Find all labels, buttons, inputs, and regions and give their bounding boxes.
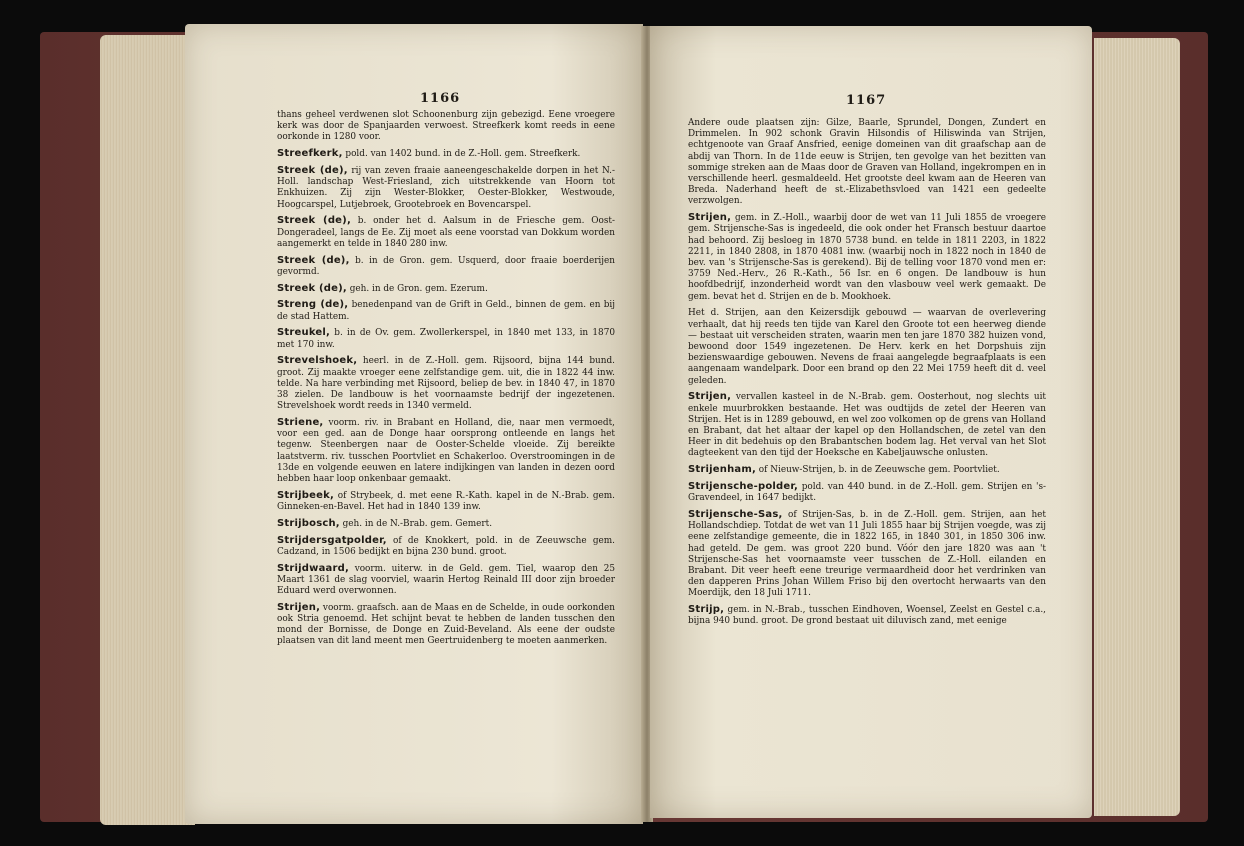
entry-text: of Nieuw-Strijen, b. in de Zeeuwsche gem. Poortvliet. [755, 465, 1000, 476]
headword: Strijensche-Sas, [688, 509, 783, 521]
entry-text: Het d. Strijen, aan den Keizersdijk gebouwd — waarvan de overlevering verhaalt, dat hij reeds ten tijde van Karel den Groote tot een heerweg diende — bestaat uit verscheiden straten, waarin men ten jare 1870 382 huizen vond, bewoond door 1549 ingezetenen. De Herv. kerk en het Dorpshuis zijn bezienswaardige gebouwen. Nevens de fraai aangelegde begraafplaats is een aangenaam wandelpark. Door een brand op den 22 Mei 1759 heeft dit d. veel geleden. [688, 308, 1046, 386]
right-page [650, 26, 1092, 818]
headword: Strijp, [688, 604, 725, 616]
paragraph [277, 355, 615, 412]
headword: Strijbosch, [277, 517, 340, 529]
paragraph [277, 215, 615, 250]
paragraph [688, 117, 1046, 208]
entry-text: benedenpand van de Grift in Geld., binnen de gem. en bij de stad Hattem. [277, 300, 615, 322]
paragraph [688, 464, 1046, 476]
paragraph [277, 283, 615, 295]
entry-text: voorm. riv. in Brabant en Holland, die, naar men vermoedt, voor een ged. aan de Donge haar oorsprong ontleende en langs het tegenw. Steenbergen naar de Ooster-Schelde vloeide. Zij bereikte laatstverm. riv. tusschen Poortvliet en Schakerloo. Overstroomingen in de 13de en volgende eeuwen en latere indijkingen van landen in dezen oord hebben haar loop onkenbaar gemaakt. [277, 418, 615, 485]
paragraph [688, 212, 1046, 303]
headword: Strijbeek, [277, 489, 334, 501]
paragraph [688, 481, 1046, 504]
paragraph [277, 255, 615, 278]
page-number: 1166 [420, 91, 461, 106]
entry-text: voorm. uiterw. in de Geld. gem. Tiel, waarop den 25 Maart 1361 de slag voorviel, waarin Hertog Reinald III door zijn broeder Eduard werd overwonnen. [277, 563, 615, 597]
paragraph [277, 299, 615, 322]
page-edges-right [1094, 38, 1180, 816]
entry-text: heerl. in de Z.-Holl. gem. Rijsoord, bijna 144 bund. groot. Zij maakte vroeger eene zelfstandige gem. uit, die in 1822 44 inw. telde. Na hare verbinding met Rijsoord, beliep de bev. in 1840 47, in 1870 38 zielen. De landbouw is het voornaamste bedrijf der ingezetenen. Strevelshoek wordt reeds in 1340 vermeld. [277, 356, 615, 412]
entry-text: gem. in N.-Brab., tusschen Eindhoven, Woensel, Zeelst en Gestel c.a., bijna 940 bund. groot. De grond bestaat uit diluvisch zand, met eenige [688, 605, 1046, 627]
entry-text: voorm. graafsch. aan de Maas en de Schelde, in oude oorkonden ook Stria genoemd. Het schijnt bevat te hebben de landen tusschen den mond der Bornisse, de Donge en Zuid-Beveland. Als eene der oudste plaatsen van dit land meent men Geertruidenberg te moeten aanmerken. [277, 602, 615, 647]
paragraph [277, 518, 615, 530]
headword: Strijen, [688, 391, 732, 403]
headword: Streek (de), [277, 254, 350, 266]
headword: Strijenham, [688, 464, 756, 476]
entry-text: gem. in Z.-Holl., waarbij door de wet van 11 Juli 1855 de vroegere gem. Strijensche-Sas is ingedeeld, die ook onder het Fransch bestuur daartoe had behoord. Zij besloeg in 1870 5738 bund. en telde in 1811 2203, in 1822 2211, in 1840 2808, in 1870 4081 inw. (waarbij noch in 1822 noch in 1840 de bev. van 's Strijensche-Sas is gerekend). Bij de telling voor 1870 vond men er: 3759 Ned.-Herv., 26 R.-Kath., 56 Isr. en 6 ongen. De landbouw is hun hoofdbedrijf, inzonderheid wordt van den vlasbouw veel werk gemaakt. De gem. bevat het d. Strijen en de b. Mookhoek. [688, 213, 1046, 302]
paragraph [688, 509, 1046, 600]
paragraph [688, 604, 1046, 627]
entry-text: pold. van 440 bund. in de Z.-Holl. gem. Strijen en 's-Gravendeel, in 1647 bedijkt. [688, 482, 1046, 504]
paragraph [277, 165, 615, 211]
headword: Streefkerk, [277, 148, 343, 160]
headword: Streek (de), [277, 282, 347, 294]
text-column [277, 109, 615, 652]
paragraph [277, 602, 615, 648]
headword: Streek (de), [277, 165, 348, 176]
headword: Strijen, [277, 601, 321, 613]
entry-text: b. in de Ov. gem. Zwollerkerspel, in 1840 met 133, in 1870 met 170 inw. [277, 328, 615, 350]
entry-text: geh. in de Gron. gem. Ezerum. [346, 283, 488, 294]
entry-text: vervallen kasteel in de N.-Brab. gem. Oosterhout, nog slechts uit enkele muurbrokken bestaande. Het was oudtijds de zetel der Heeren van Strijen. Het is in 1289 gebouwd, en wel zoo volkomen op de grens van Holland en Brabant, dat het altaar der kapel op den Hollandschen, de zetel van den Heer in dit bedehuis op den Brabantschen bodem lag. Het verval van het Slot dagteekent van den tijd der Hoeksche en Kabeljauwsche onlusten. [688, 392, 1046, 459]
headword: Striene, [277, 417, 324, 429]
entry-text: rij van zeven fraaie aaneengeschakelde dorpen in het N.-Holl. landschap West-Friesland, zich uitstrekkende van Hoorn tot Enkhuizen. Zij zijn Wester-Blokker, Oester-Blokker, Westwoude, Hoogcarspel, Lutjebroek, Grootebroek en Bovencarspel. [277, 166, 616, 210]
entry-text: geh. in de N.-Brab. gem. Gemert. [339, 518, 493, 529]
paragraph [277, 109, 615, 144]
paragraph [688, 307, 1046, 386]
text-column [688, 117, 1046, 632]
entry-text: b. in de Gron. gem. Usquerd, door fraaie boerderijen gevormd. [277, 255, 615, 277]
paragraph [277, 535, 615, 558]
entry-text: b. onder het d. Aalsum in de Friesche gem. Oost-Dongeradeel, langs de Ee. Zij moet als eene voorstad van Dokkum worden aangemerkt en telde in 1840 280 inw. [277, 216, 615, 249]
headword: Strevelshoek, [277, 355, 358, 367]
entry-text: pold. van 1402 bund. in de Z.-Holl. gem. Streefkerk. [342, 149, 581, 160]
headword: Streukel, [277, 327, 331, 339]
entry-text: of de Knokkert, pold. in de Zeeuwsche gem. Cadzand, in 1506 bedijkt en bijna 230 bund. groot. [277, 535, 615, 557]
headword: Strijdersgatpolder, [277, 534, 387, 546]
paragraph [277, 148, 615, 160]
headword: Strijen, [688, 212, 732, 224]
headword: Strijdwaard, [277, 562, 349, 574]
entry-text: Andere oude plaatsen zijn: Gilze, Baarle, Sprundel, Dongen, Zundert en Drimmelen. In 902 schonk Gravin Hilsondis of Hiliswinda van Strijen, echtgenoote van Graaf Ansfried, eenige domeinen van dit graafschap aan de abdij van Thorn. In de 11de eeuw is Strijen, ten gevolge van het bezitten van sommige streken aan de Maas door de Graven van Holland, ingekrompen en in verschillende heerl. gesmaldeeld. Het grootste deel kwam aan de Heeren van Breda. Naderhand heeft de st.-Elizabethsvloed van 1421 een gedeelte verzwolgen. [688, 118, 1046, 207]
headword: Streek (de), [277, 215, 351, 227]
page-edges-left [100, 35, 195, 825]
headword: Strijensche-polder, [688, 481, 799, 493]
entry-text: of Strybeek, d. met eene R.-Kath. kapel in de N.-Brab. gem. Ginneken-en-Bavel. Het had in 1840 139 inw. [277, 490, 615, 513]
paragraph [277, 563, 615, 598]
headword: Streng (de), [277, 299, 349, 311]
paragraph [277, 490, 615, 513]
page-number: 1167 [846, 93, 887, 108]
entry-text: of Strijen-Sas, b. in de Z.-Holl. gem. Strijen, aan het Hollandschdiep. Totdat de wet van 11 Juli 1855 haar bij Strijen voegde, was zij eene zelfstandige gemeente, die in 1822 165, in 1840 301, in 1850 306 inw. had geteld. De gem. was groot 220 bund. Vóór den jare 1820 was aan 't Strijensche-Sas het voornaamste veer tusschen de Z.-Holl. eilanden en Brabant. Dit veer heeft eene treurige vermaardheid door het verdrinken van den dapperen Prins Johan Willem Friso bij den overtocht herwaarts van den Moerdijk, den 18 Juli 1711. [688, 510, 1046, 599]
left-page [185, 24, 643, 824]
entry-text: thans geheel verdwenen slot Schoonenburg zijn gebezigd. Eene vroegere kerk was door de Spanjaarden verwoest. Streefkerk komt reeds in eene oorkonde in 1280 voor. [277, 110, 615, 143]
paragraph [688, 391, 1046, 459]
paragraph [277, 327, 615, 350]
paragraph [277, 417, 615, 485]
